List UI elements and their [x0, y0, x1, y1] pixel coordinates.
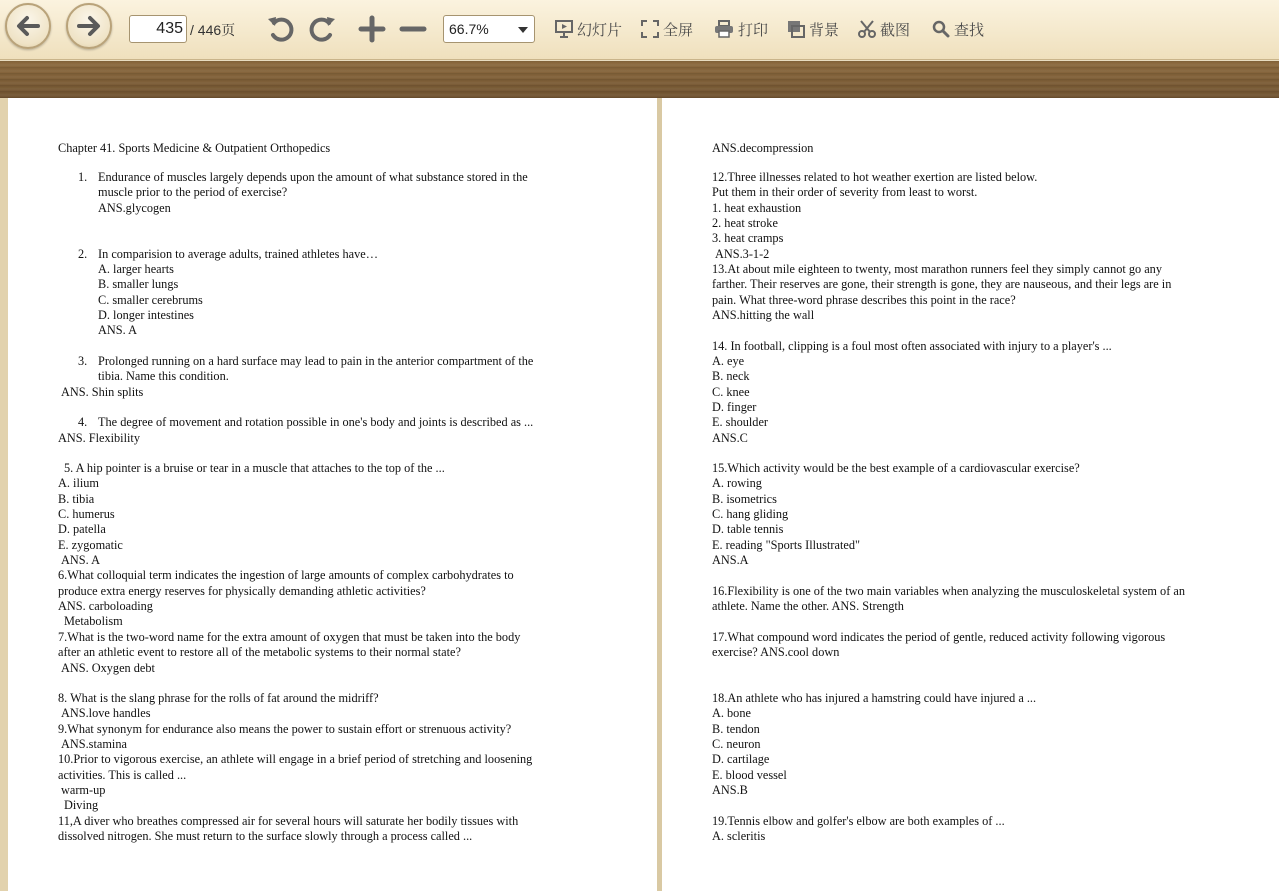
answer-text: warm-up	[61, 783, 106, 797]
arrow-right-icon	[74, 11, 104, 41]
answer-text: ANS.hitting the wall	[712, 308, 815, 322]
question-text: 13.At about mile eighteen to twenty, most marathon runners feel they simply cannot go any	[712, 262, 1162, 276]
question-text: tibia. Name this condition.	[98, 369, 229, 383]
page-number-input[interactable]: 435	[129, 15, 187, 43]
background-button[interactable]	[787, 18, 839, 40]
answer-text: ANS. A	[98, 323, 137, 337]
answer-option: E. blood vessel	[712, 768, 787, 782]
background-label: 背景	[809, 20, 840, 39]
answer-option: 1. heat exhaustion	[712, 201, 802, 215]
question-text: muscle prior to the period of exercise?	[98, 185, 288, 199]
forward-button[interactable]	[66, 3, 112, 49]
answer-option: C. hang gliding	[712, 507, 789, 521]
question-text: 8. What is the slang phrase for the rolls of fat around the midriff?	[58, 691, 379, 705]
left-page	[8, 98, 657, 891]
answer-option: C. knee	[712, 385, 750, 399]
question-text: Prolonged running on a hard surface may lead to pain in the anterior compartment of the	[98, 354, 534, 368]
question-text: The degree of movement and rotation possible in one's body and joints is described as ...	[98, 415, 534, 429]
toolbar	[0, 0, 1279, 60]
answer-text: ANS. A	[61, 553, 100, 567]
question-text: after an athletic event to restore all of the metabolic systems to their normal state?	[58, 645, 461, 659]
answer-text: ANS. Shin splits	[61, 385, 144, 399]
slideshow-label: 幻灯片	[577, 20, 623, 39]
answer-option: D. patella	[58, 522, 106, 536]
answer-option: C. neuron	[712, 737, 761, 751]
answer-option: A. ilium	[58, 476, 99, 490]
answer-option: D. finger	[712, 400, 757, 414]
question-text: pain. What three-word phrase describes this point in the race?	[712, 293, 1016, 307]
answer-option: A. larger hearts	[98, 262, 174, 276]
answer-text: ANS.3-1-2	[715, 247, 770, 261]
answer-option: A. eye	[712, 354, 745, 368]
answer-option: C. smaller cerebrums	[98, 293, 203, 307]
question-text: 18.An athlete who has injured a hamstring could have injured a ...	[712, 691, 1037, 705]
answer-text: ANS.A	[712, 553, 749, 567]
answer-option: B. neck	[712, 369, 750, 383]
fullscreen-label: 全屏	[663, 20, 694, 39]
decorative-band	[0, 61, 1279, 98]
screenshot-button[interactable]	[858, 18, 910, 40]
fullscreen-button[interactable]	[641, 18, 693, 40]
answer-option: D. cartilage	[712, 752, 770, 766]
answer-text: ANS. Flexibility	[58, 431, 140, 445]
background-icon	[787, 20, 805, 38]
question-text: athlete. Name the other. ANS. Strength	[712, 599, 904, 613]
question-text: 6.What colloquial term indicates the ingestion of large amounts of complex carbohydrates to	[58, 568, 514, 582]
question-text: 7.What is the two-word name for the extra amount of oxygen that must be taken into the body	[58, 630, 521, 644]
answer-option: B. tibia	[58, 492, 95, 506]
rotate-right-icon[interactable]	[306, 13, 338, 45]
zoom-select[interactable]	[443, 15, 535, 43]
fullscreen-icon	[641, 20, 659, 38]
answer-option: B. isometrics	[712, 492, 777, 506]
answer-option: A. rowing	[712, 476, 762, 490]
answer-option: E. reading "Sports Illustrated"	[712, 538, 861, 552]
answer-text: ANS.decompression	[712, 141, 814, 155]
answer-option: C. humerus	[58, 507, 115, 521]
viewer-left-edge	[0, 98, 8, 891]
back-button[interactable]	[5, 3, 51, 49]
question-number: 3.	[78, 354, 88, 368]
slideshow-button[interactable]	[555, 18, 622, 40]
question-text: Endurance of muscles largely depends upon the amount of what substance stored in the	[98, 170, 528, 184]
answer-option: E. shoulder	[712, 415, 769, 429]
right-page	[662, 98, 1279, 891]
question-text: 5. A hip pointer is a bruise or tear in a muscle that attaches to the top of the ...	[64, 461, 445, 475]
question-text: produce extra energy reserves for physically demanding athletic activities?	[58, 584, 426, 598]
chapter-heading: Chapter 41. Sports Medicine & Outpatient Orthopedics	[58, 141, 331, 155]
question-text: 16.Flexibility is one of the two main variables when analyzing the musculoskeletal system of an	[712, 584, 1185, 598]
section-label: Metabolism	[64, 614, 123, 628]
scissors-icon	[858, 20, 876, 38]
answer-option: B. tendon	[712, 722, 760, 736]
question-text: 19.Tennis elbow and golfer's elbow are both examples of ...	[712, 814, 1005, 828]
zoom-in-icon[interactable]	[357, 13, 387, 45]
zoom-value: 66.7%	[449, 21, 489, 37]
question-text: 14. In football, clipping is a foul most often associated with injury to a player's ...	[712, 339, 1112, 353]
answer-option: D. table tennis	[712, 522, 784, 536]
find-label: 查找	[954, 20, 985, 39]
answer-option: 3. heat cramps	[712, 231, 784, 245]
answer-text: ANS. carboloading	[58, 599, 153, 613]
question-text: 10.Prior to vigorous exercise, an athlete will engage in a brief period of stretching and loosening	[58, 752, 533, 766]
answer-text: ANS. Oxygen debt	[61, 661, 155, 675]
question-text: Put them in their order of severity from least to worst.	[712, 185, 978, 199]
question-text: 15.Which activity would be the best example of a cardiovascular exercise?	[712, 461, 1080, 475]
question-text: 12.Three illnesses related to hot weather exertion are listed below.	[712, 170, 1038, 184]
question-text: dissolved nitrogen. She must return to the surface slowly through a process called ...	[58, 829, 473, 843]
question-text: activities. This is called ...	[58, 768, 187, 782]
question-text: exercise? ANS.cool down	[712, 645, 840, 659]
print-label: 打印	[738, 20, 769, 39]
question-text: farther. Their reserves are gone, their strength is gone, they are nauseous, and their legs are in	[712, 277, 1172, 291]
page-total-label: / 446页	[190, 22, 236, 38]
zoom-out-icon[interactable]	[398, 13, 428, 45]
question-number: 1.	[78, 170, 88, 184]
answer-option: E. zygomatic	[58, 538, 123, 552]
printer-icon	[714, 20, 734, 38]
answer-text: ANS.C	[712, 431, 748, 445]
slideshow-icon	[555, 20, 573, 38]
find-button[interactable]	[932, 18, 984, 40]
chevron-down-icon	[518, 27, 528, 33]
answer-option: D. longer intestines	[98, 308, 194, 322]
question-text: 9.What synonym for endurance also means the power to sustain effort or strenuous activity?	[58, 722, 512, 736]
arrow-left-icon	[13, 11, 43, 41]
answer-option: 2. heat stroke	[712, 216, 778, 230]
print-button[interactable]	[714, 18, 768, 40]
question-text: 17.What compound word indicates the period of gentle, reduced activity following vigorous	[712, 630, 1166, 644]
answer-text: ANS.love handles	[61, 706, 151, 720]
rotate-left-icon[interactable]	[265, 13, 297, 45]
section-label: Diving	[64, 798, 99, 812]
search-icon	[932, 20, 950, 38]
answer-text: ANS.stamina	[61, 737, 127, 751]
answer-option: A. bone	[712, 706, 751, 720]
answer-text: ANS.B	[712, 783, 748, 797]
screenshot-label: 截图	[880, 20, 911, 39]
question-number: 2.	[78, 247, 88, 261]
answer-option: A. scleritis	[712, 829, 766, 843]
question-text: In comparision to average adults, trained athletes have…	[98, 247, 378, 261]
answer-text: ANS.glycogen	[98, 201, 171, 215]
question-number: 4.	[78, 415, 88, 429]
answer-option: B. smaller lungs	[98, 277, 179, 291]
question-text: 11,A diver who breathes compressed air for several hours will saturate her bodily tissues with	[58, 814, 519, 828]
